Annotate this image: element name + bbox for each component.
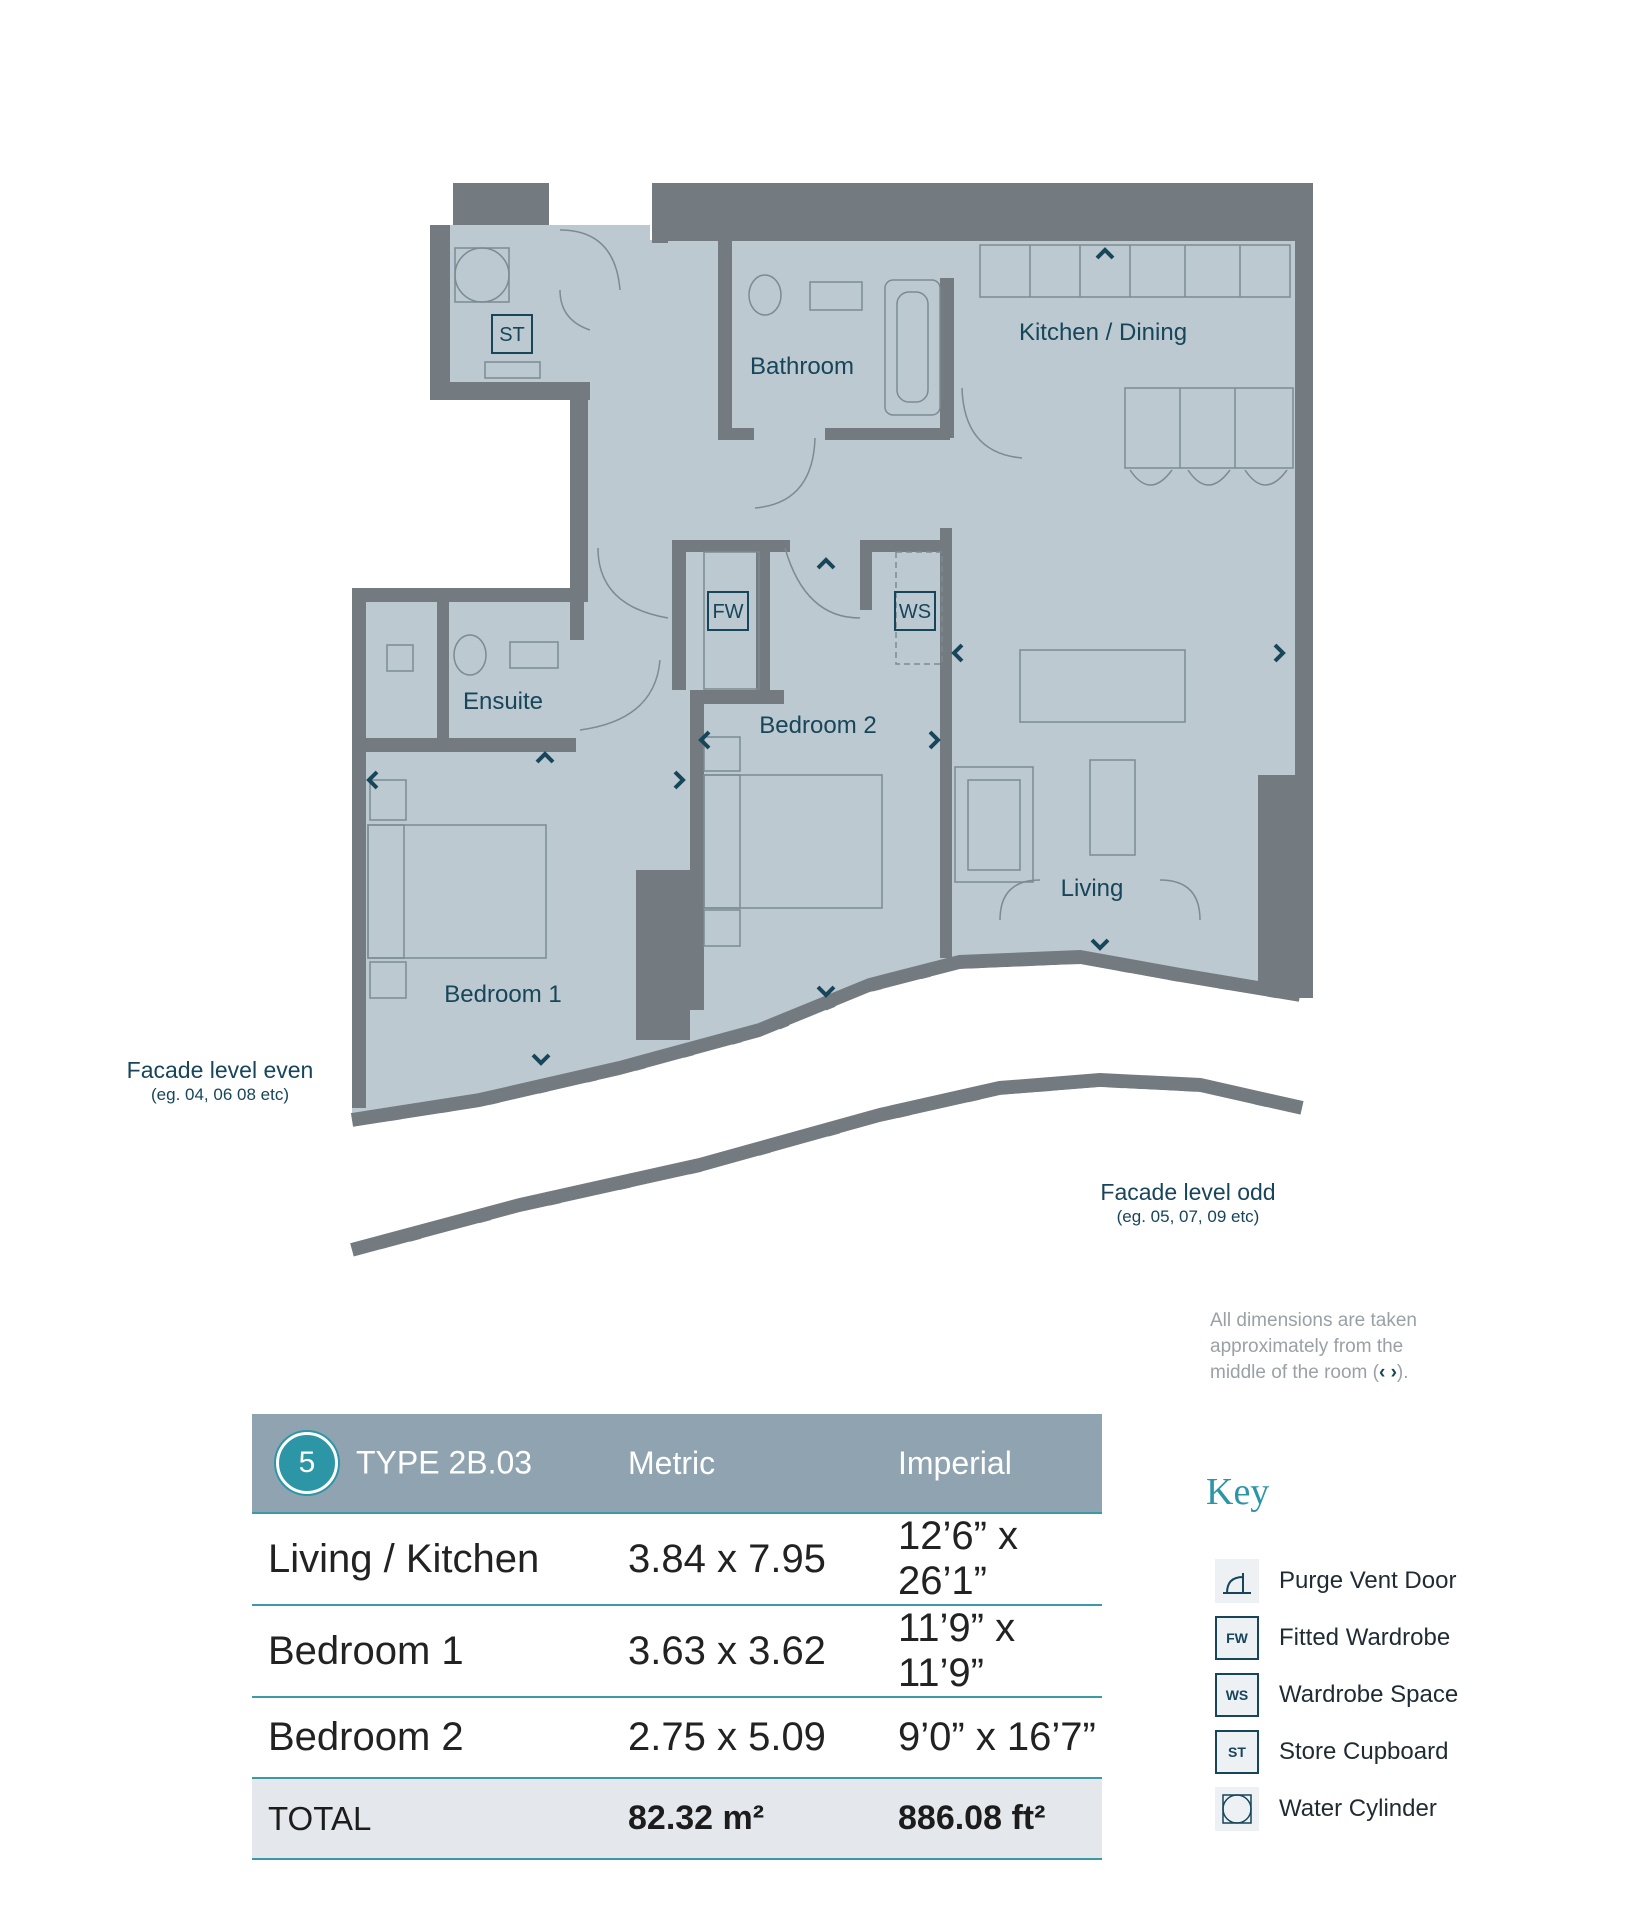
key-list [1215, 1552, 1458, 1837]
unit-number-badge: 5 [276, 1432, 338, 1494]
total-row [252, 1778, 1102, 1859]
key-item-purge-vent-door [1215, 1552, 1458, 1609]
tag-st: ST [499, 324, 525, 346]
key-item-water-cylinder [1215, 1780, 1458, 1837]
note-line-3-post: ). [1396, 1362, 1409, 1383]
row-metric: 3.63 x 3.62 [612, 1605, 882, 1697]
wardrobe-space-icon: WS [1215, 1673, 1259, 1717]
row-room: Bedroom 1 [252, 1605, 612, 1697]
row-metric: 3.84 x 7.95 [612, 1513, 882, 1605]
header-metric: Metric [612, 1414, 882, 1513]
key-label: Water Cylinder [1279, 1794, 1437, 1822]
schedule-type-cell [252, 1414, 612, 1513]
note-line-1: All dimensions are taken [1210, 1310, 1417, 1331]
row-metric: 2.75 x 5.09 [612, 1697, 882, 1778]
room-kitchen-dining: Kitchen / Dining [1018, 319, 1188, 346]
room-bedroom-2: Bedroom 2 [759, 712, 877, 739]
schedule-header [252, 1414, 1102, 1513]
table-row [252, 1605, 1102, 1697]
tag-fw: FW [712, 601, 744, 623]
header-imperial: Imperial [882, 1414, 1102, 1513]
total-label: TOTAL [252, 1778, 612, 1859]
room-living: Living [1060, 875, 1124, 902]
row-room: Living / Kitchen [252, 1513, 612, 1605]
dimensions-note [1210, 1308, 1450, 1386]
table-row [252, 1697, 1102, 1778]
row-imperial: 11’9” x 11’9” [882, 1605, 1102, 1697]
key-title: Key [1206, 1471, 1270, 1513]
key-label: Fitted Wardrobe [1279, 1623, 1451, 1651]
facade-even-label: Facade level even [126, 1057, 314, 1083]
facade-odd-sub: (eg. 05, 07, 09 etc) [1116, 1207, 1260, 1226]
tag-ws: WS [898, 601, 932, 623]
key-label: Wardrobe Space [1279, 1680, 1459, 1708]
note-line-3 [1210, 1360, 1450, 1386]
row-imperial: 12’6” x 26’1” [882, 1513, 1102, 1605]
row-room: Bedroom 2 [252, 1697, 612, 1778]
facade-odd-label: Facade level odd [1100, 1179, 1276, 1205]
key-item-fitted-wardrobe [1215, 1609, 1458, 1666]
area-schedule-table [252, 1414, 1102, 1860]
key-label: Store Cupboard [1279, 1737, 1449, 1765]
water-cylinder-icon [1215, 1787, 1259, 1831]
row-imperial: 9’0” x 16’7” [882, 1697, 1102, 1778]
fitted-wardrobe-icon: FW [1215, 1616, 1259, 1660]
room-bedroom-1: Bedroom 1 [444, 981, 562, 1008]
key-item-wardrobe-space [1215, 1666, 1458, 1723]
purge-vent-door-icon [1215, 1559, 1259, 1603]
room-ensuite: Ensuite [462, 688, 544, 715]
store-cupboard-icon: ST [1215, 1730, 1259, 1774]
key-item-store-cupboard [1215, 1723, 1458, 1780]
facade-even-sub: (eg. 04, 06 08 etc) [151, 1085, 289, 1104]
note-line-2: approximately from the [1210, 1336, 1404, 1357]
chevrons-icon: ‹ › [1378, 1362, 1397, 1383]
room-bathroom: Bathroom [749, 353, 855, 380]
key-label: Purge Vent Door [1279, 1566, 1457, 1594]
note-line-3-pre: middle of the room ( [1210, 1362, 1379, 1383]
table-row [252, 1513, 1102, 1605]
unit-type: TYPE 2B.03 [356, 1444, 533, 1481]
total-metric: 82.32 m² [612, 1778, 882, 1859]
total-imperial: 886.08 ft² [882, 1778, 1102, 1859]
